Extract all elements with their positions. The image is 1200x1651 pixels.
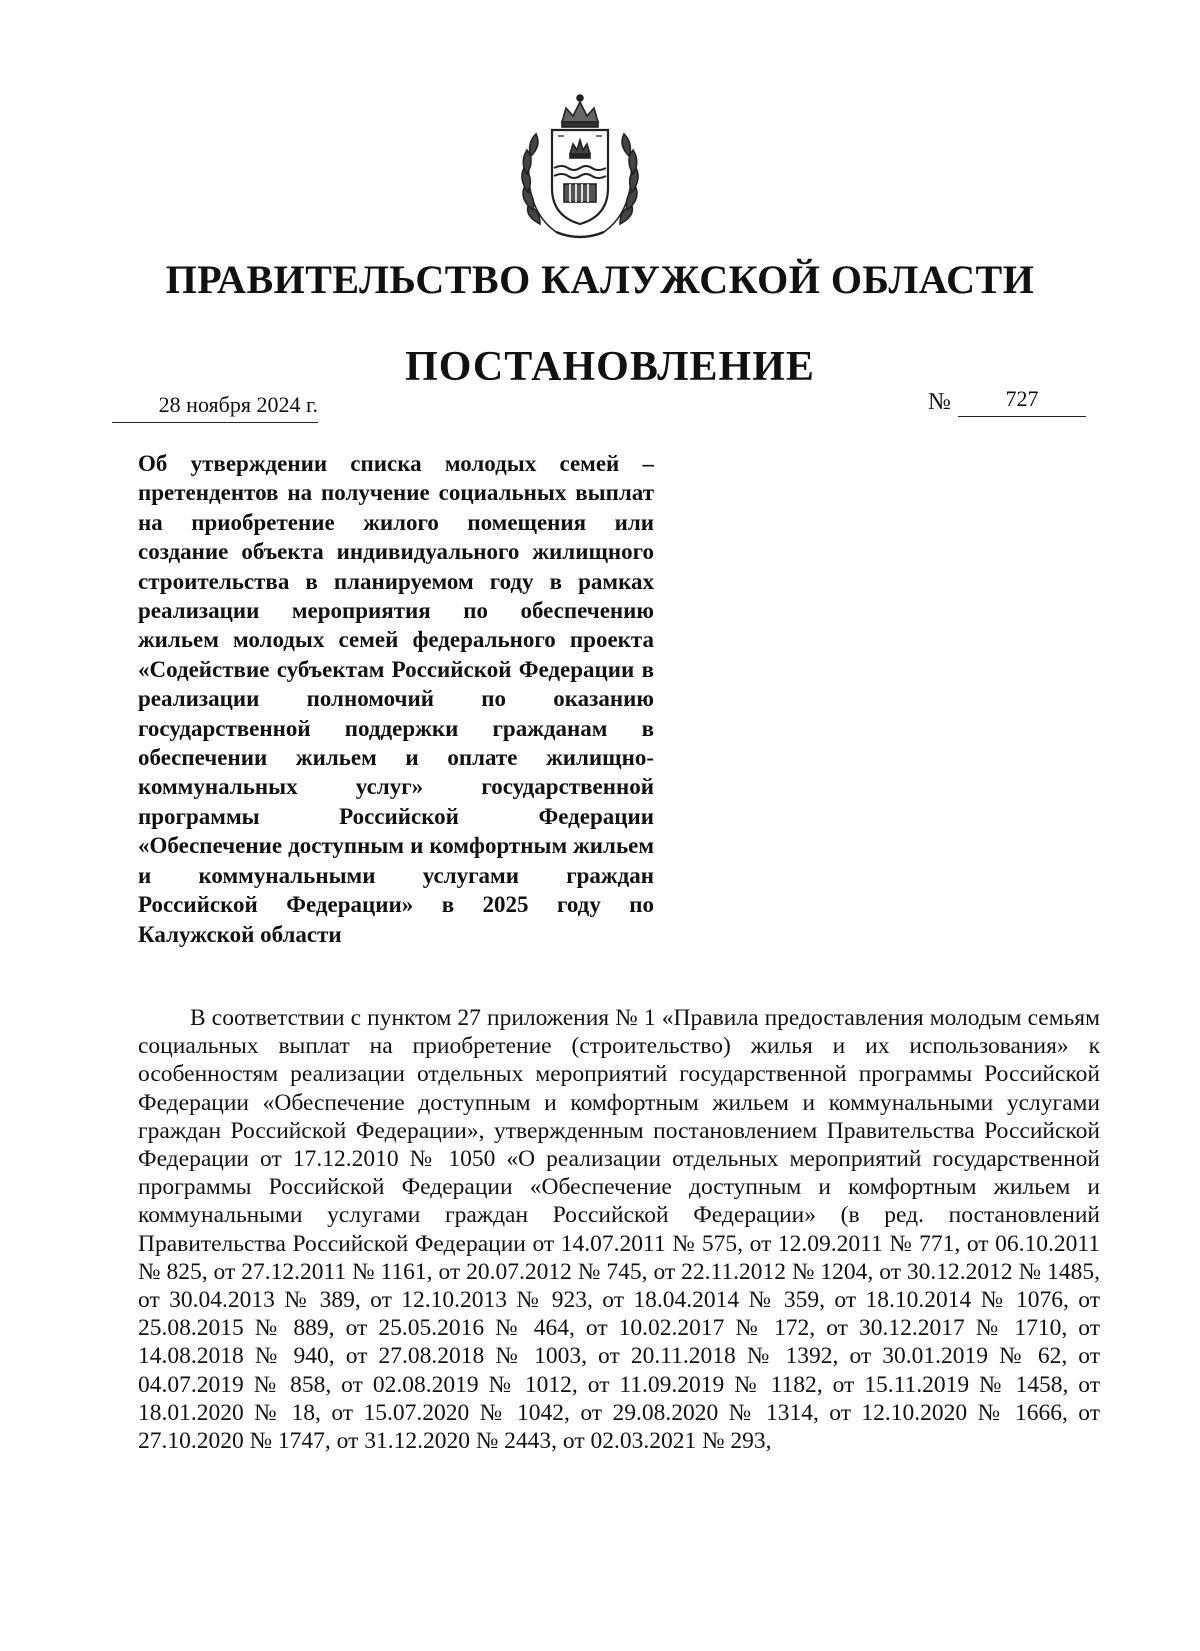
document-number-label: №	[928, 389, 951, 415]
document-body-paragraph: В соответствии с пунктом 27 приложения № 1 «Правила предоставления молодым семьям социальных выплат на приобретение (строительство) жилья и их использования» к особенностям реализации отдельных мероприятий государственной программы Российской Федерации «Обеспечение доступным и комфортным жильем и коммунальными услугами граждан Российской Федерации», утвержденным постановлением Правительства Российской Федерации от 17.12.2010 № 1050 «О реализации отдельных мероприятий государственной программы Российской Федерации «Обеспечение доступным и комфортным жильем и коммунальными услугами граждан Российской Федерации» (в ред. постановлений Правительства Российской Федерации от 14.07.2011 № 575, от 12.09.2011 № 771, от 06.10.2011 № 825, от 27.12.2011 № 1161, от 20.07.2012 № 745, от 22.11.2012 № 1204, от 30.12.2012 № 1485, от 30.04.2013 № 389, от 12.10.2013 № 923, от 18.04.2014 № 359, от 18.10.2014 № 1076, от 25.08.2015 № 889, от 25.05.2016 № 464, от 10.02.2017 № 172, от 30.12.2017 № 1710, от 14.08.2018 № 940, от 27.08.2018 № 1003, от 20.11.2018 № 1392, от 30.01.2019 № 62, от 04.07.2019 № 858, от 02.08.2019 № 1012, от 11.09.2019 № 1182, от 15.11.2019 № 1458, от 18.01.2020 № 18, от 15.07.2020 № 1042, от 29.08.2020 № 1314, от 12.10.2020 № 1666, от 27.10.2020 № 1747, от 31.12.2020 № 2443, от 02.03.2021 № 293,	[138, 1005, 1100, 1455]
document-subject: Об утверждении списка молодых семей – претендентов на получение социальных выплат на приобретение жилого помещения или создание объекта индивидуального жилищного строительства в планируемом году в рамках реализации мероприятия по обеспечению жильем молодых семей федерального проекта «Содействие субъектам Российской Федерации в реализации полномочий по оказанию государственной поддержки гражданам в обеспечении жильем и оплате жилищно-коммунальных услуг» государственной программы Российской Федерации «Обеспечение доступным и комфортным жильем и коммунальными услугами граждан Российской Федерации» в 2025 году по Калужской области	[138, 451, 654, 947]
organization-title: ПРАВИТЕЛЬСТВО КАЛУЖСКОЙ ОБЛАСТИ	[165, 257, 1035, 302]
document-date: 28 ноября 2024 г.	[112, 392, 318, 423]
document-type-heading: ПОСТАНОВЛЕНИЕ	[405, 344, 815, 390]
document-number: 727	[958, 386, 1086, 417]
coat-of-arms-icon	[516, 92, 644, 242]
